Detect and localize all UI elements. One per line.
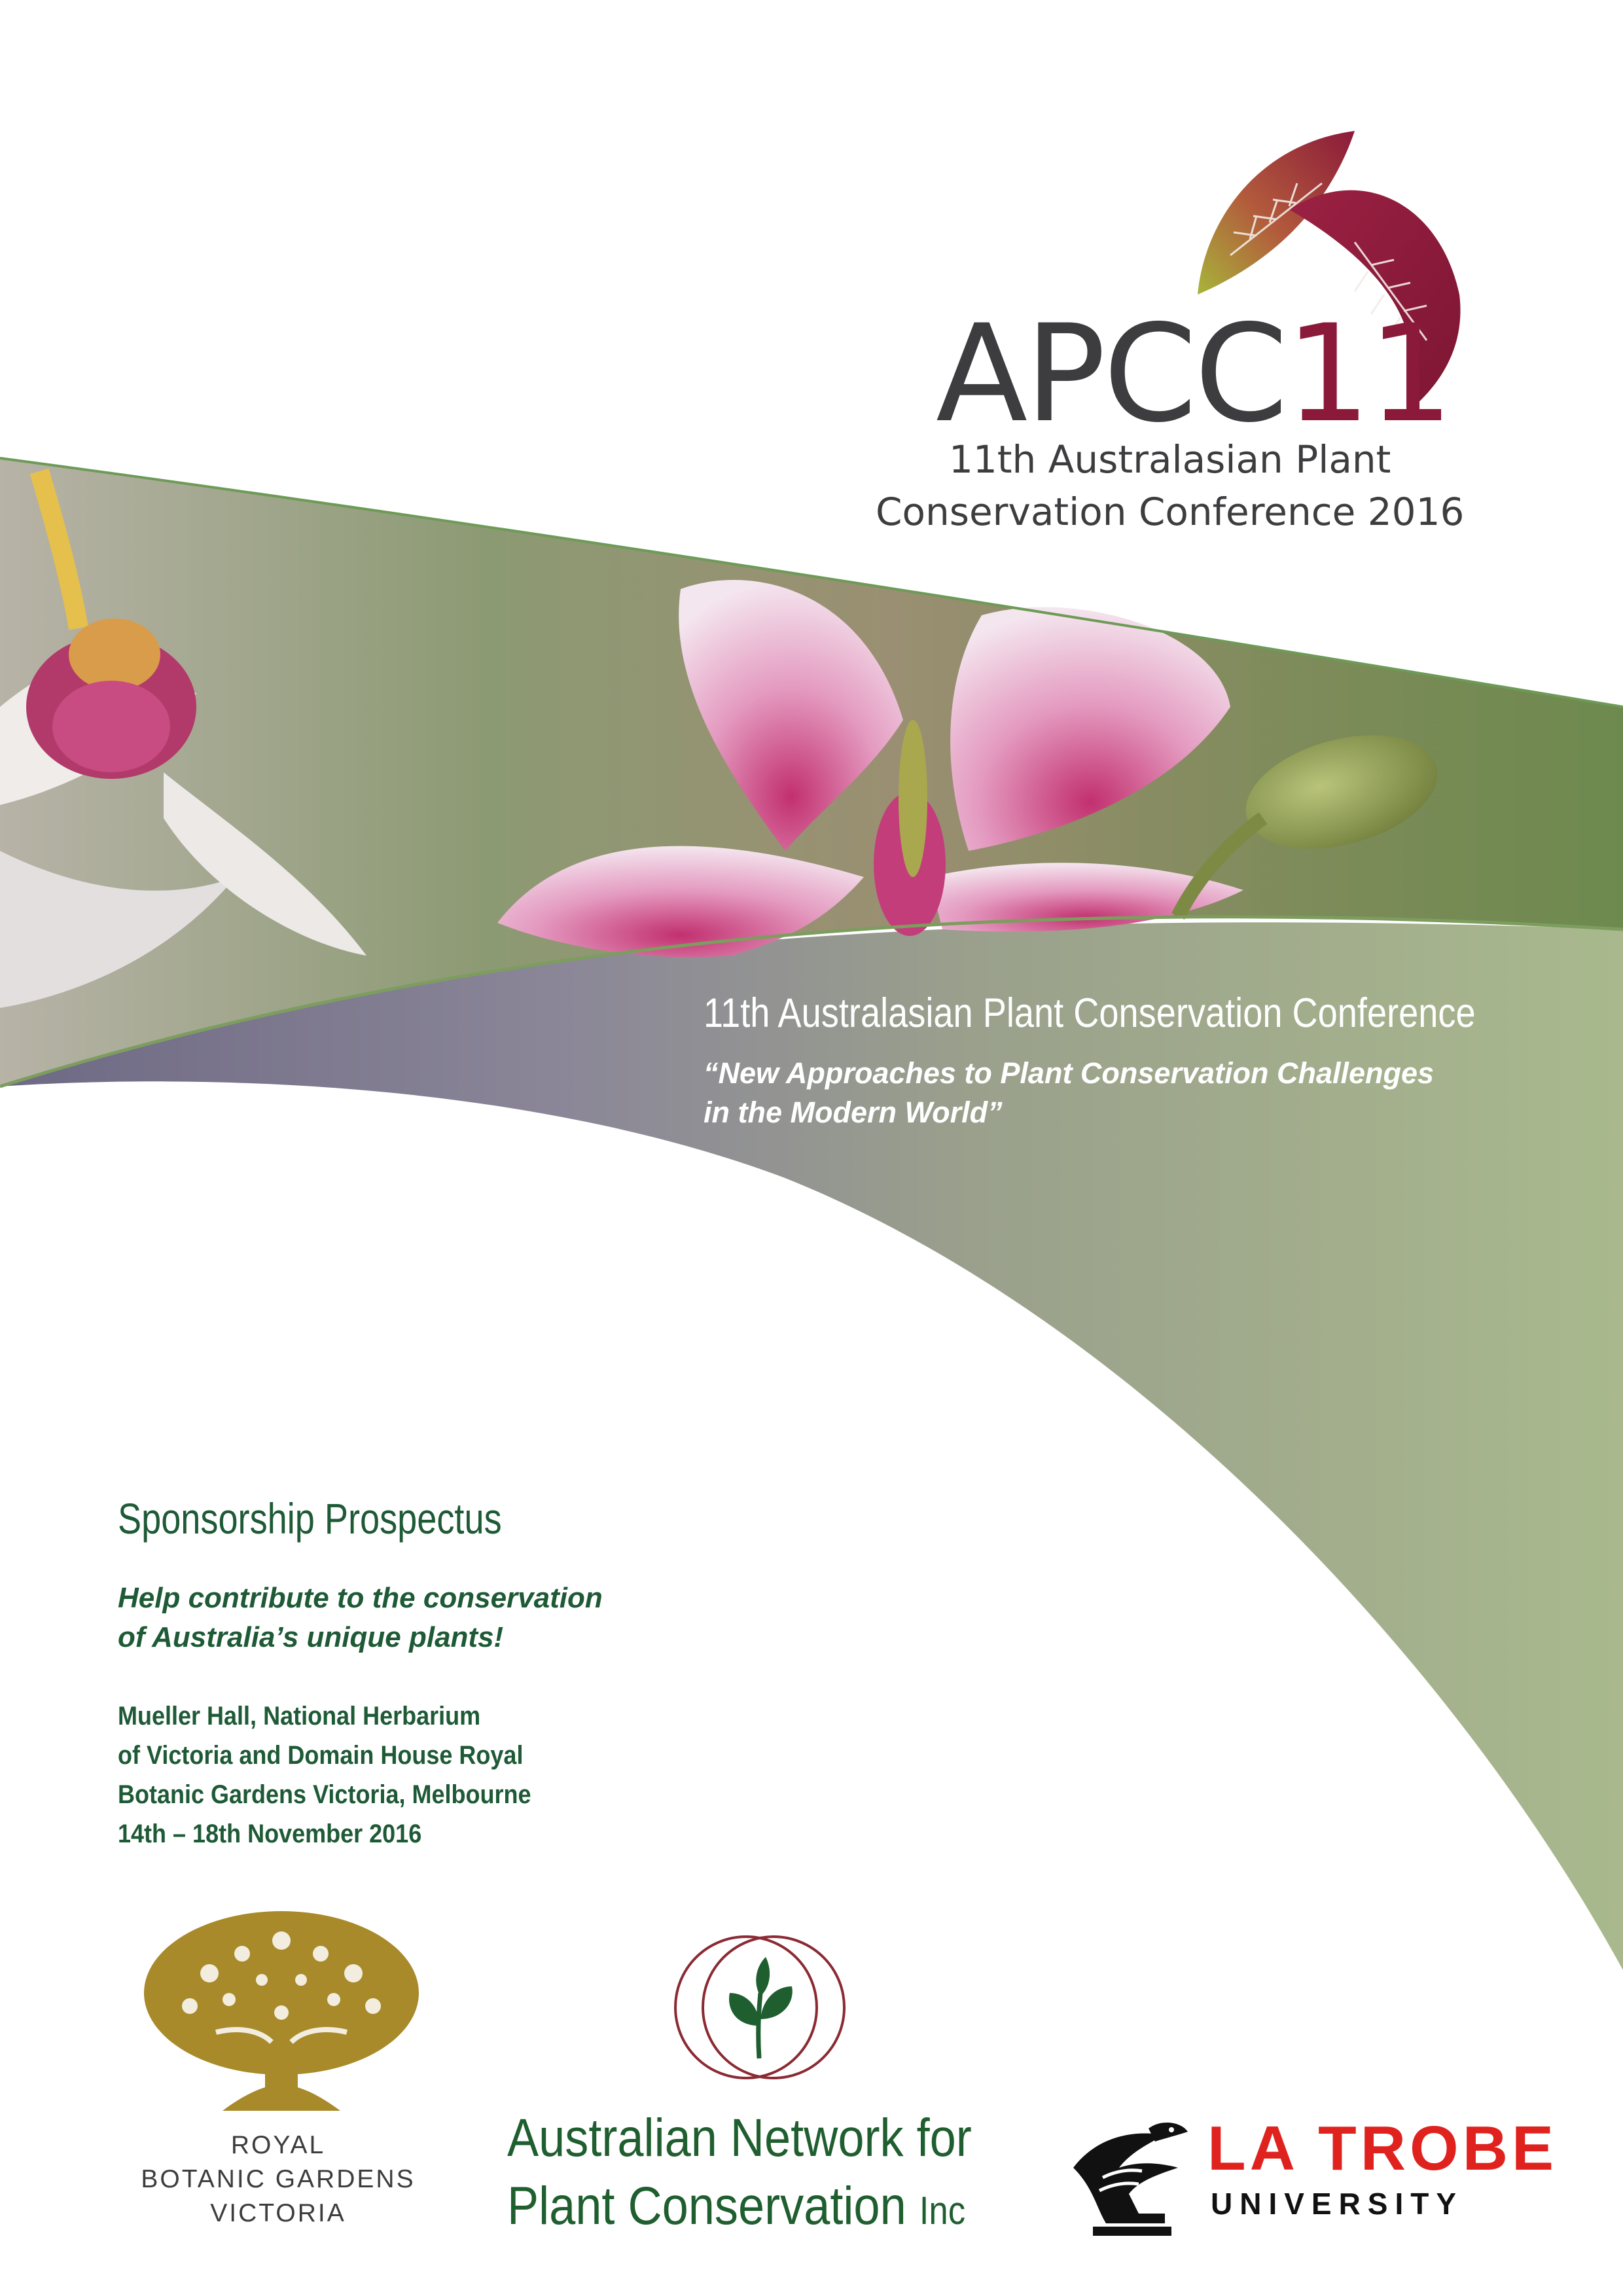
apcc-acronym: APCC — [936, 296, 1286, 452]
latrobe-name: LA TROBE — [1207, 2113, 1558, 2183]
latrobe-university: UNIVERSITY — [1211, 2187, 1464, 2221]
tagline-line1: Help contribute to the conservation — [118, 1582, 603, 1614]
venue-details — [118, 1696, 648, 1854]
eagle-icon — [1067, 2115, 1191, 2240]
rbg-line3: VICTORIA — [210, 2199, 346, 2227]
theme-line2: in the Modern World” — [704, 1096, 1003, 1129]
logo-subtitle-line2: Conservation Conference 2016 — [876, 490, 1465, 534]
conference-title: 11th Australasian Plant Conservation Conference — [704, 990, 1476, 1036]
anpc-line1: Australian Network for — [507, 2108, 972, 2168]
sponsorship-heading: Sponsorship Prospectus — [118, 1494, 502, 1543]
rbg-line1: ROYAL — [230, 2131, 326, 2159]
theme-line1: “New Approaches to Plant Conservation Challenges — [704, 1056, 1435, 1090]
sponsorship-tagline — [118, 1579, 707, 1657]
venue-line: of Victoria and Domain House Royal — [118, 1741, 524, 1770]
tree-icon — [131, 1901, 432, 2111]
anpc-line2-text: Plant Conservation — [507, 2176, 906, 2236]
anpc-line2 — [507, 2172, 972, 2245]
apcc-wordmark — [936, 296, 1451, 452]
conference-theme — [704, 1054, 1489, 1132]
venue-line: Botanic Gardens Victoria, Melbourne — [118, 1780, 531, 1809]
anpc-inc: Inc — [919, 2189, 966, 2233]
venue-line: Mueller Hall, National Herbarium — [118, 1702, 481, 1731]
apcc-number: 11 — [1285, 296, 1451, 452]
rbg-name — [111, 2128, 445, 2231]
venue-dates: 14th – 18th November 2016 — [118, 1820, 422, 1848]
logo-subtitle-line1: 11th Australasian Plant — [949, 437, 1391, 482]
tagline-line2: of Australia’s unique plants! — [118, 1621, 504, 1653]
rbg-line2: BOTANIC GARDENS — [141, 2165, 416, 2193]
anpc-name — [507, 2104, 972, 2245]
sprout-rings-icon — [661, 1928, 857, 2088]
